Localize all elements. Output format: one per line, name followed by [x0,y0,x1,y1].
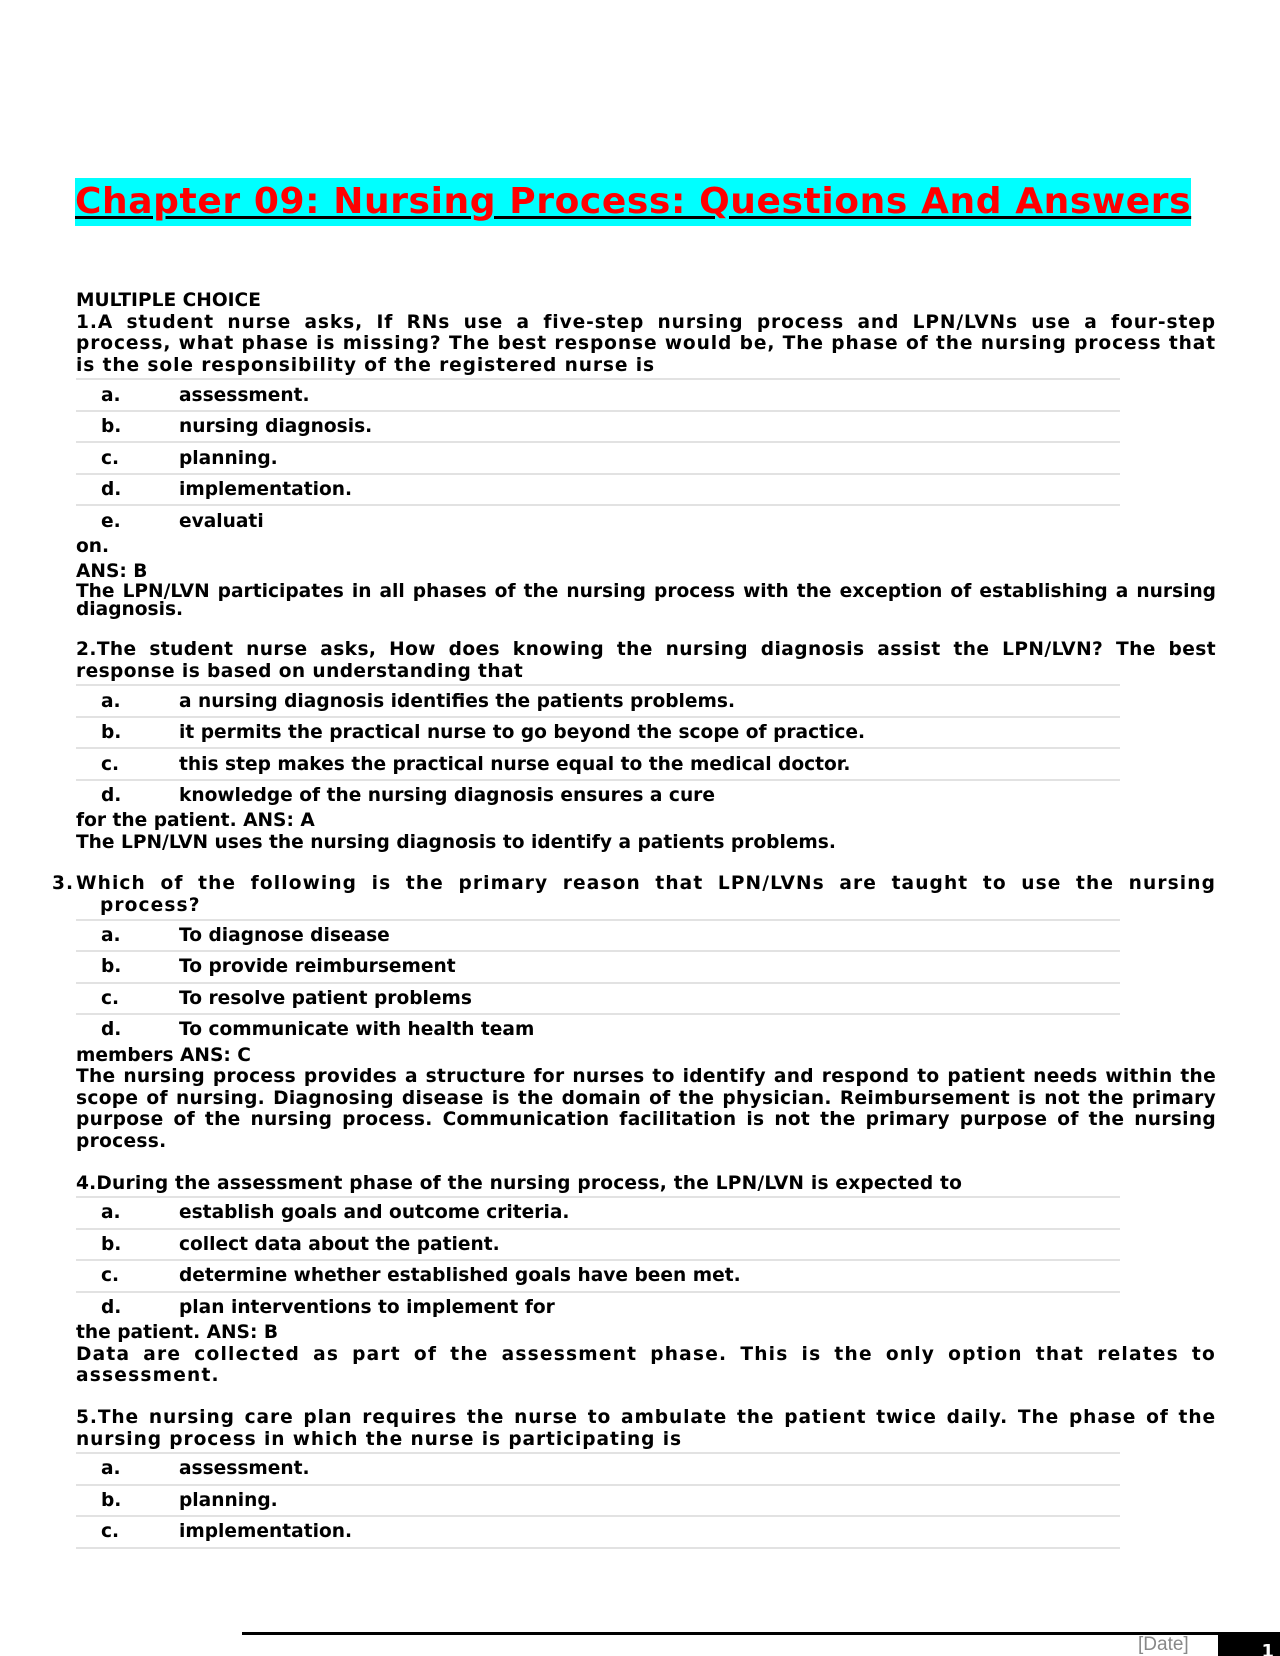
options-list [76,1452,1120,1549]
question-2 [76,639,1216,853]
options-list [76,684,1120,810]
options-list [76,919,1120,1045]
option-d[interactable]: d. knowledge of the nursing diagnosis ensures a cure [76,779,1120,811]
question-stem: 4.During the assessment phase of the nursing process, the LPN/LVN is expected to [76,1172,963,1194]
section-label: MULTIPLE CHOICE [76,290,261,311]
option-a[interactable]: a. establish goals and outcome criteria. [76,1196,1120,1228]
option-a[interactable]: a. assessment. [76,378,1120,410]
spacer [76,619,1216,639]
rationale: The LPN/LVN participates in all phases of the nursing process with the exception of establishing a nursing diagnosis. [76,581,1216,621]
option-d[interactable]: d. implementation. [76,473,1120,505]
rationale: The LPN/LVN uses the nursing diagnosis to identify a patients problems. [76,831,836,853]
option-c[interactable]: c. planning. [76,441,1120,473]
option-overflow-and-answer: members ANS: C [76,1044,251,1066]
option-d[interactable]: d. plan interventions to implement for [76,1291,1120,1323]
question-3 [52,873,1216,1152]
document-body [52,290,1216,1549]
chapter-title: Chapter 09: Nursing Process: Questions And Answers [75,189,1209,214]
question-stem: 5.The nursing care plan requires the nurse to ambulate the patient twice daily. The phase of the nursing process in which the nurse is participating is [76,1406,1216,1450]
question-4 [76,1173,1216,1387]
spacer [76,853,1216,873]
option-c[interactable]: c. implementation. [76,1515,1120,1549]
option-b[interactable]: b. planning. [76,1484,1120,1516]
options-list [76,1196,1120,1322]
option-e[interactable]: e. evaluati [76,504,1120,536]
option-b[interactable]: b. To provide reimbursement [76,950,1120,982]
option-a[interactable]: a. To diagnose disease [76,919,1120,951]
option-b[interactable]: b. it permits the practical nurse to go beyond the scope of practice. [76,716,1120,748]
spacer [76,1387,1216,1407]
option-overflow-and-answer: the patient. ANS: B [76,1322,279,1344]
option-c[interactable]: c. determine whether established goals have been met. [76,1259,1120,1291]
option-overflow-text: on. [76,535,110,557]
question-stem: 2.The student nurse asks, How does knowing the nursing diagnosis assist the LPN/LVN? The best response is based on understanding that [76,639,1216,682]
option-b[interactable]: b. nursing diagnosis. [76,410,1120,442]
question-stem: 3.Which of the following is the primary reason that LPN/LVNs are taught to use the nursing process? [52,873,1216,917]
option-c[interactable]: c. this step makes the practical nurse equal to the medical doctor. [76,747,1120,779]
option-overflow-and-answer: for the patient. ANS: A [76,810,315,832]
footer-date-placeholder: [Date] [1138,1634,1189,1655]
question-5 [76,1407,1216,1549]
option-d[interactable]: d. To communicate with health team [76,1013,1120,1045]
footer-rule [242,1632,1280,1635]
chapter-title-block [75,181,1209,222]
question-1 [76,312,1216,619]
option-b[interactable]: b. collect data about the patient. [76,1228,1120,1260]
options-list [76,378,1120,536]
answer-key: ANS: B [76,561,148,583]
spacer [76,1153,1216,1173]
option-a[interactable]: a. a nursing diagnosis identifies the patients problems. [76,684,1120,716]
rationale: Data are collected as part of the assessment phase. This is the only option that relates to assessment. [76,1343,1216,1387]
rationale: The nursing process provides a structure for nurses to identify and respond to patient needs within the scope of nursing. Diagnosing disease is the domain of the physician. Reimbursement is not the primary purpose of the nursing process. Communication facilitation is not the primary purpose of the nursing process. [76,1066,1216,1152]
option-a[interactable]: a. assessment. [76,1452,1120,1484]
page-number-badge: 1 [1218,1635,1280,1656]
question-stem: 1.A student nurse asks, If RNs use a five-step nursing process and LPN/LVNs use a four-step process, what phase is missing? The best response would be, The phase of the nursing process that is the sole responsibility of the registered nurse is [76,311,1216,376]
option-c[interactable]: c. To resolve patient problems [76,982,1120,1014]
